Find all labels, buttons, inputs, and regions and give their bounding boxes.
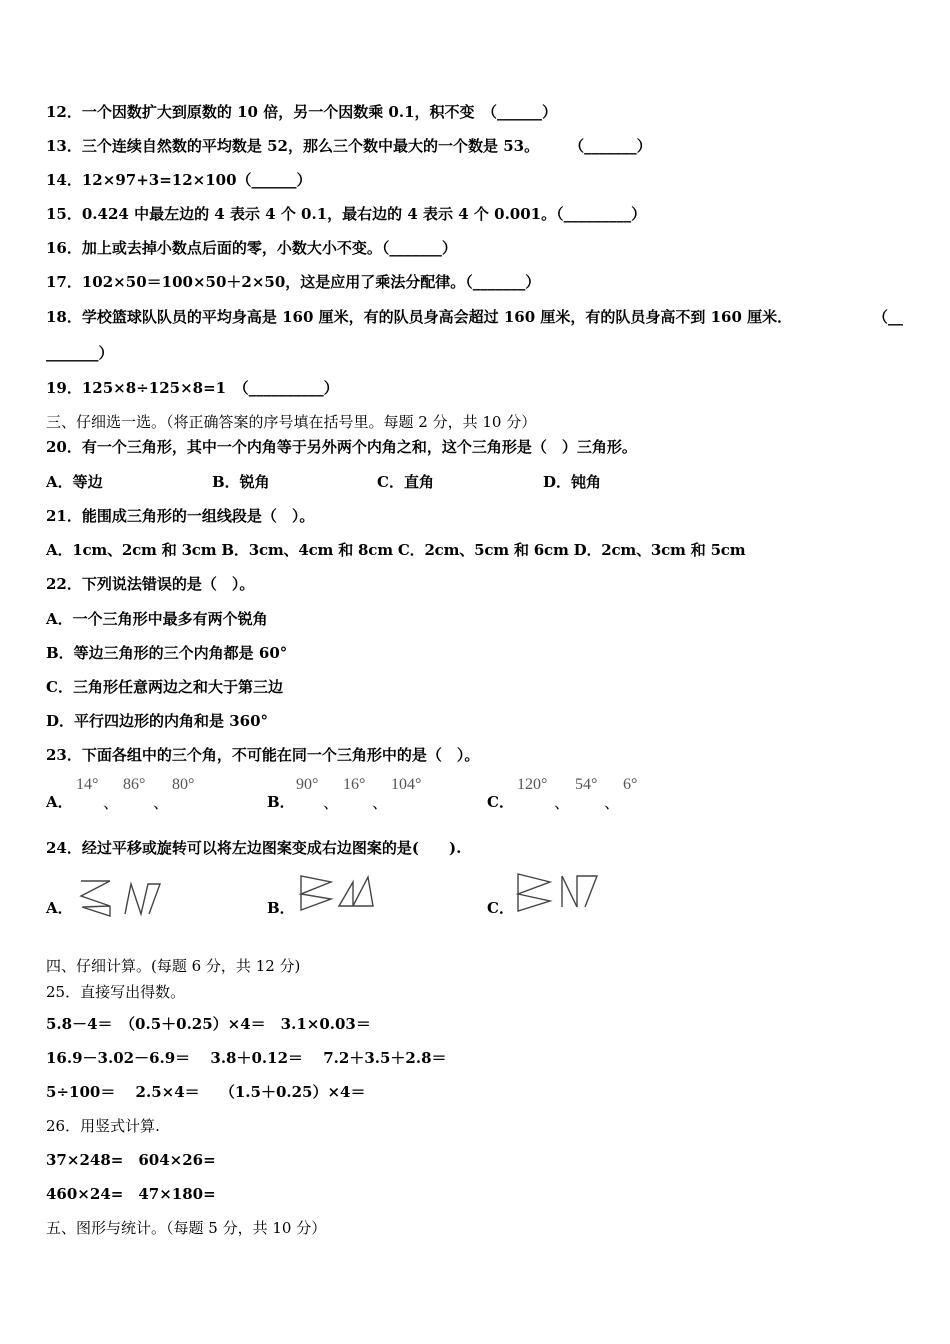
pattern-right-c — [562, 876, 597, 907]
q24-label-b: B． — [267, 899, 295, 917]
question-22: 22．下列说法错误的是（ ）。 — [46, 575, 255, 593]
question-18: 18．学校篮球队队员的平均身高是 160 厘米，有的队员身高会超过 160 厘米，有的队员身高不到 160 厘米． — [46, 308, 793, 326]
angle-a2: 86° — [123, 776, 146, 793]
pattern-right-b — [339, 877, 373, 906]
q20-option-a: A．等边 — [46, 473, 103, 491]
angle-c3: 6° — [623, 776, 638, 793]
q20-option-b: B．锐角 — [212, 473, 270, 491]
question-15: 15．0.424 中最左边的 4 表示 4 个 0.1，最右边的 4 表示 4 个 0.001。（_________） — [46, 205, 647, 223]
angle-separator: 、 — [604, 795, 621, 812]
q24-figure-c — [515, 872, 601, 914]
question-19: 19．125×8÷125×8=1 （__________） — [46, 379, 339, 397]
question-16: 16．加上或去掉小数点后面的零，小数大小不变。（_______） — [46, 239, 457, 257]
angle-c2: 54° — [575, 776, 598, 793]
angle-b1: 90° — [296, 776, 319, 793]
angle-b3: 104° — [391, 776, 422, 793]
pattern-right-a — [125, 884, 160, 914]
question-25: 25．直接写出得数。 — [46, 983, 186, 1001]
question-20: 20．有一个三角形，其中一个内角等于另外两个内角之和，这个三角形是（ ）三角形。 — [46, 438, 637, 456]
question-18-blank-end: _______） — [46, 344, 114, 362]
angle-separator: 、 — [372, 795, 389, 812]
question-18-blank-start: （__ — [873, 308, 904, 326]
question-13: 13．三个连续自然数的平均数是 52，那么三个数中最大的一个数是 53。 （_______） — [46, 137, 652, 155]
question-17: 17．102×50＝100×50＋2×50，这是应用了乘法分配律。（_______） — [46, 273, 541, 291]
pattern-left-a — [81, 881, 110, 916]
question-21: 21．能围成三角形的一组线段是（ ）。 — [46, 507, 315, 525]
angle-a3: 80° — [172, 776, 195, 793]
q23-label-c: C． — [487, 793, 514, 811]
q20-option-d: D．钝角 — [543, 473, 602, 491]
q24-figure-b — [298, 872, 380, 914]
q25-row-3: 5÷100＝ 2.5×4＝ （1.5＋0.25）×4＝ — [46, 1083, 366, 1101]
q23-label-a: A． — [46, 793, 73, 811]
angle-b2: 16° — [343, 776, 366, 793]
question-23: 23．下面各组中的三个角，不可能在同一个三角形中的是（ ）。 — [46, 746, 480, 764]
section-5-header: 五、图形与统计。（每题 5 分，共 10 分） — [46, 1219, 327, 1237]
q21-options: A．1cm、2cm 和 3cm B．3cm、4cm 和 8cm C．2cm、5cm 和 6cm D．2cm、3cm 和 5cm — [46, 541, 746, 559]
q22-option-b: B．等边三角形的三个内角都是 60° — [46, 644, 288, 662]
q22-option-d: D．平行四边形的内角和是 360° — [46, 712, 269, 730]
q22-option-a: A．一个三角形中最多有两个锐角 — [46, 610, 268, 628]
q24-label-c: C． — [487, 899, 514, 917]
q20-option-c: C．直角 — [377, 473, 434, 491]
q22-option-c: C．三角形任意两边之和大于第三边 — [46, 678, 283, 696]
angle-separator: 、 — [153, 795, 170, 812]
section-4-header: 四、仔细计算。(每题 6 分，共 12 分) — [46, 957, 301, 975]
q24-label-a: A． — [46, 899, 73, 917]
angle-separator: 、 — [103, 795, 120, 812]
question-26: 26．用竖式计算. — [46, 1117, 160, 1135]
pattern-left-b — [301, 876, 331, 910]
section-3-header: 三、仔细选一选。（将正确答案的序号填在括号里。每题 2 分，共 10 分） — [46, 413, 537, 431]
q26-row-1: 37×248= 604×26= — [46, 1151, 216, 1169]
question-24: 24．经过平移或旋转可以将左边图案变成右边图案的是( ). — [46, 839, 462, 857]
angle-separator: 、 — [323, 795, 340, 812]
q25-row-1: 5.8－4＝ （0.5＋0.25）×4＝ 3.1×0.03＝ — [46, 1015, 371, 1033]
angle-c1: 120° — [517, 776, 548, 793]
q26-row-2: 460×24= 47×180= — [46, 1185, 216, 1203]
angle-separator: 、 — [554, 795, 571, 812]
question-14: 14．12×97+3=12×100（______） — [46, 171, 312, 189]
q23-label-b: B． — [267, 793, 295, 811]
question-12: 12．一个因数扩大到原数的 10 倍，另一个因数乘 0.1，积不变 （______） — [46, 103, 558, 121]
q25-row-2: 16.9－3.02－6.9＝ 3.8＋0.12＝ 7.2＋3.5＋2.8＝ — [46, 1049, 447, 1067]
pattern-left-c — [518, 874, 550, 911]
q24-figure-a — [78, 878, 164, 920]
angle-a1: 14° — [76, 776, 99, 793]
